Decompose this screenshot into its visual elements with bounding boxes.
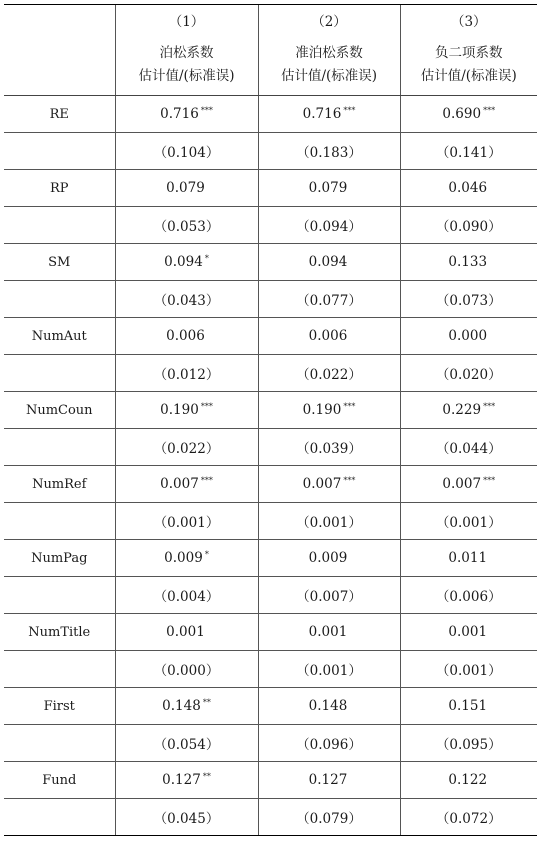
standard-error-cell: （0.001） xyxy=(400,503,537,540)
column-model-name: 负二项系数 xyxy=(435,45,503,61)
column-header xyxy=(115,35,258,96)
standard-error-cell: （0.053） xyxy=(115,207,258,244)
significance-stars: *** xyxy=(483,476,496,485)
estimate-value: 0.148 xyxy=(162,698,201,714)
column-subtitle: 估计值/(标准误) xyxy=(138,68,235,84)
row-label-empty xyxy=(4,503,115,540)
estimate-cell xyxy=(400,170,537,207)
significance-stars: *** xyxy=(483,106,496,115)
estimate-cell xyxy=(115,170,258,207)
estimate-value: 0.007 xyxy=(442,476,482,492)
standard-error-cell: （0.007） xyxy=(258,577,400,614)
table-row-stderr xyxy=(4,651,537,688)
estimate-cell xyxy=(400,614,537,651)
row-label: RE xyxy=(4,96,115,133)
regression-table xyxy=(4,4,537,836)
row-label: First xyxy=(4,688,115,725)
table-row-stderr xyxy=(4,207,537,244)
estimate-cell xyxy=(400,392,537,429)
row-label: NumRef xyxy=(4,466,115,503)
standard-error-cell: （0.000） xyxy=(115,651,258,688)
estimate-cell xyxy=(115,614,258,651)
row-label-empty xyxy=(4,355,115,392)
row-label: NumCoun xyxy=(4,392,115,429)
estimate-cell xyxy=(258,466,400,503)
estimate-value: 0.190 xyxy=(302,402,342,418)
standard-error-cell: （0.004） xyxy=(115,577,258,614)
estimate-cell xyxy=(400,318,537,355)
standard-error-cell: （0.079） xyxy=(258,799,400,836)
estimate-cell xyxy=(400,540,537,577)
standard-error-cell: （0.044） xyxy=(400,429,537,466)
estimate-value: 0.006 xyxy=(166,328,205,344)
estimate-cell xyxy=(258,318,400,355)
estimate-cell xyxy=(115,318,258,355)
row-label-empty xyxy=(4,207,115,244)
standard-error-cell: （0.020） xyxy=(400,355,537,392)
column-number: （2） xyxy=(258,5,400,36)
standard-error-cell: （0.096） xyxy=(258,725,400,762)
row-label: SM xyxy=(4,244,115,281)
standard-error-cell: （0.183） xyxy=(258,133,400,170)
standard-error-cell: （0.001） xyxy=(115,503,258,540)
standard-error-cell: （0.104） xyxy=(115,133,258,170)
standard-error-cell: （0.045） xyxy=(115,799,258,836)
estimate-cell xyxy=(400,466,537,503)
standard-error-cell: （0.001） xyxy=(400,651,537,688)
estimate-cell xyxy=(258,688,400,725)
estimate-value: 0.133 xyxy=(448,254,488,270)
estimate-value: 0.009 xyxy=(308,550,348,566)
significance-stars: *** xyxy=(343,476,356,485)
estimate-cell xyxy=(115,540,258,577)
estimate-value: 0.716 xyxy=(302,106,342,122)
estimate-cell xyxy=(258,540,400,577)
standard-error-cell: （0.073） xyxy=(400,281,537,318)
estimate-value: 0.151 xyxy=(448,698,488,714)
standard-error-cell: （0.141） xyxy=(400,133,537,170)
estimate-cell xyxy=(115,96,258,133)
header-corner xyxy=(4,5,115,36)
table-row-stderr xyxy=(4,799,537,836)
column-number: （1） xyxy=(115,5,258,36)
row-label-empty xyxy=(4,429,115,466)
estimate-cell xyxy=(258,762,400,799)
table-row-estimate xyxy=(4,318,537,355)
header-corner xyxy=(4,35,115,96)
estimate-value: 0.046 xyxy=(448,180,488,196)
header-label-row xyxy=(4,35,537,96)
row-label-empty xyxy=(4,651,115,688)
estimate-value: 0.006 xyxy=(308,328,348,344)
column-model-name: 泊松系数 xyxy=(159,45,214,61)
estimate-value: 0.007 xyxy=(160,476,199,492)
estimate-cell xyxy=(258,244,400,281)
estimate-value: 0.001 xyxy=(166,624,205,640)
significance-stars: *** xyxy=(200,476,213,485)
row-label-empty xyxy=(4,281,115,318)
table-row-estimate xyxy=(4,466,537,503)
standard-error-cell: （0.077） xyxy=(258,281,400,318)
table-row-estimate xyxy=(4,170,537,207)
estimate-cell xyxy=(115,466,258,503)
estimate-value: 0.094 xyxy=(164,254,203,270)
column-subtitle: 估计值/(标准误) xyxy=(420,68,517,84)
standard-error-cell: （0.022） xyxy=(258,355,400,392)
table-row-estimate xyxy=(4,540,537,577)
significance-stars: *** xyxy=(343,106,356,115)
standard-error-cell: （0.094） xyxy=(258,207,400,244)
row-label: NumPag xyxy=(4,540,115,577)
table-row-estimate xyxy=(4,392,537,429)
standard-error-cell: （0.012） xyxy=(115,355,258,392)
significance-stars: *** xyxy=(200,402,213,411)
estimate-value: 0.001 xyxy=(448,624,488,640)
estimate-value: 0.127 xyxy=(308,772,348,788)
estimate-value: 0.009 xyxy=(164,550,203,566)
row-label: Fund xyxy=(4,762,115,799)
standard-error-cell: （0.001） xyxy=(258,503,400,540)
table-row-estimate xyxy=(4,762,537,799)
estimate-value: 0.122 xyxy=(448,772,488,788)
table-row-estimate xyxy=(4,688,537,725)
estimate-cell xyxy=(258,614,400,651)
estimate-cell xyxy=(400,688,537,725)
row-label: RP xyxy=(4,170,115,207)
row-label: NumTitle xyxy=(4,614,115,651)
standard-error-cell: （0.054） xyxy=(115,725,258,762)
estimate-value: 0.001 xyxy=(308,624,348,640)
standard-error-cell: （0.001） xyxy=(258,651,400,688)
estimate-value: 0.011 xyxy=(448,550,488,566)
standard-error-cell: （0.095） xyxy=(400,725,537,762)
standard-error-cell: （0.039） xyxy=(258,429,400,466)
column-header xyxy=(258,35,400,96)
column-subtitle: 估计值/(标准误) xyxy=(280,68,378,84)
row-label-empty xyxy=(4,725,115,762)
estimate-value: 0.079 xyxy=(308,180,348,196)
estimate-value: 0.148 xyxy=(308,698,348,714)
estimate-value: 0.079 xyxy=(166,180,205,196)
table-row-stderr xyxy=(4,429,537,466)
estimate-value: 0.007 xyxy=(302,476,342,492)
estimate-cell xyxy=(400,244,537,281)
row-label-empty xyxy=(4,577,115,614)
significance-stars: *** xyxy=(483,402,496,411)
header-number-row xyxy=(4,5,537,36)
table-row-estimate xyxy=(4,96,537,133)
table-row-stderr xyxy=(4,355,537,392)
significance-stars: *** xyxy=(200,106,213,115)
estimate-value: 0.690 xyxy=(442,106,482,122)
table-row-estimate xyxy=(4,244,537,281)
table-row-stderr xyxy=(4,577,537,614)
column-model-name: 准泊松系数 xyxy=(295,45,363,61)
row-label-empty xyxy=(4,799,115,836)
estimate-value: 0.229 xyxy=(442,402,482,418)
estimate-cell xyxy=(258,392,400,429)
estimate-cell xyxy=(115,392,258,429)
estimate-cell xyxy=(115,762,258,799)
table-row-estimate xyxy=(4,614,537,651)
row-label-empty xyxy=(4,133,115,170)
significance-stars: ** xyxy=(202,698,211,707)
estimate-cell xyxy=(115,244,258,281)
standard-error-cell: （0.072） xyxy=(400,799,537,836)
estimate-value: 0.127 xyxy=(162,772,201,788)
estimate-value: 0.716 xyxy=(160,106,199,122)
standard-error-cell: （0.006） xyxy=(400,577,537,614)
table-row-stderr xyxy=(4,503,537,540)
estimate-cell xyxy=(400,96,537,133)
column-number: （3） xyxy=(400,5,537,36)
estimate-cell xyxy=(115,688,258,725)
estimate-value: 0.094 xyxy=(308,254,348,270)
significance-stars: *** xyxy=(343,402,356,411)
table-row-stderr xyxy=(4,281,537,318)
standard-error-cell: （0.022） xyxy=(115,429,258,466)
standard-error-cell: （0.043） xyxy=(115,281,258,318)
table-row-stderr xyxy=(4,133,537,170)
significance-stars: * xyxy=(204,254,209,263)
row-label: NumAut xyxy=(4,318,115,355)
significance-stars: ** xyxy=(202,772,211,781)
estimate-cell xyxy=(400,762,537,799)
standard-error-cell: （0.090） xyxy=(400,207,537,244)
estimate-cell xyxy=(258,96,400,133)
significance-stars: * xyxy=(204,550,209,559)
column-header xyxy=(400,35,537,96)
estimate-value: 0.000 xyxy=(448,328,488,344)
estimate-value: 0.190 xyxy=(160,402,199,418)
table-row-stderr xyxy=(4,725,537,762)
estimate-cell xyxy=(258,170,400,207)
